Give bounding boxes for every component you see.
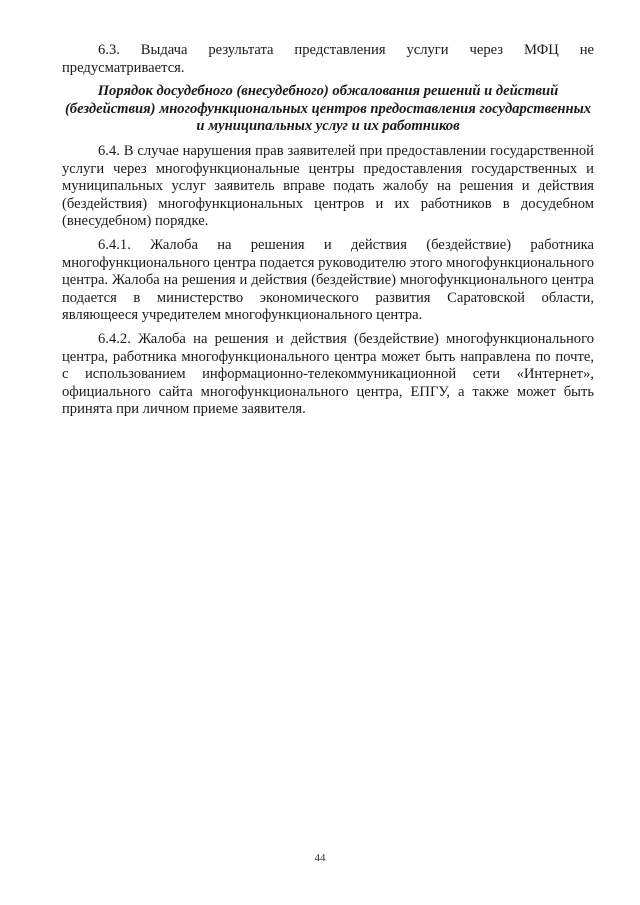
page-number: 44 bbox=[314, 852, 326, 864]
document-body bbox=[62, 42, 594, 419]
paragraph-6-3: 6.3. Выдача результата представления услуги через МФЦ не предусматривается. bbox=[62, 42, 594, 76]
paragraph-6-4-1: 6.4.1. Жалоба на решения и действия (бездействие) работника многофункционального центра подается руководителю этого многофункционального центра. Жалоба на решения и действия (бездействие) многофункционального центра подается в министерство экономического развития Саратовской области, являющееся учредителем многофункционального центра. bbox=[62, 236, 594, 324]
paragraph-6-4: 6.4. В случае нарушения прав заявителей при предоставлении государственной услуги через многофункциональные центры предоставления государственных и муниципальных услуг заявитель вправе подать жалобу на решения и действия (бездействия) многофункциональных центров и их работников в досудебном (внесудебном) порядке. bbox=[62, 142, 594, 230]
paragraph-6-4-2: 6.4.2. Жалоба на решения и действия (бездействие) многофункционального центра, работника многофункционального центра может быть направлена по почте, с использованием информационно-телекоммуникационной сети «Интернет», официального сайта многофункционального центра, ЕПГУ, а также может быть принята при личном приеме заявителя. bbox=[62, 330, 594, 418]
section-heading: Порядок досудебного (внесудебного) обжалования решений и действий (бездействия) многофункциональных центров предоставления государственных и муниципальных услуг и их работников bbox=[64, 83, 592, 135]
